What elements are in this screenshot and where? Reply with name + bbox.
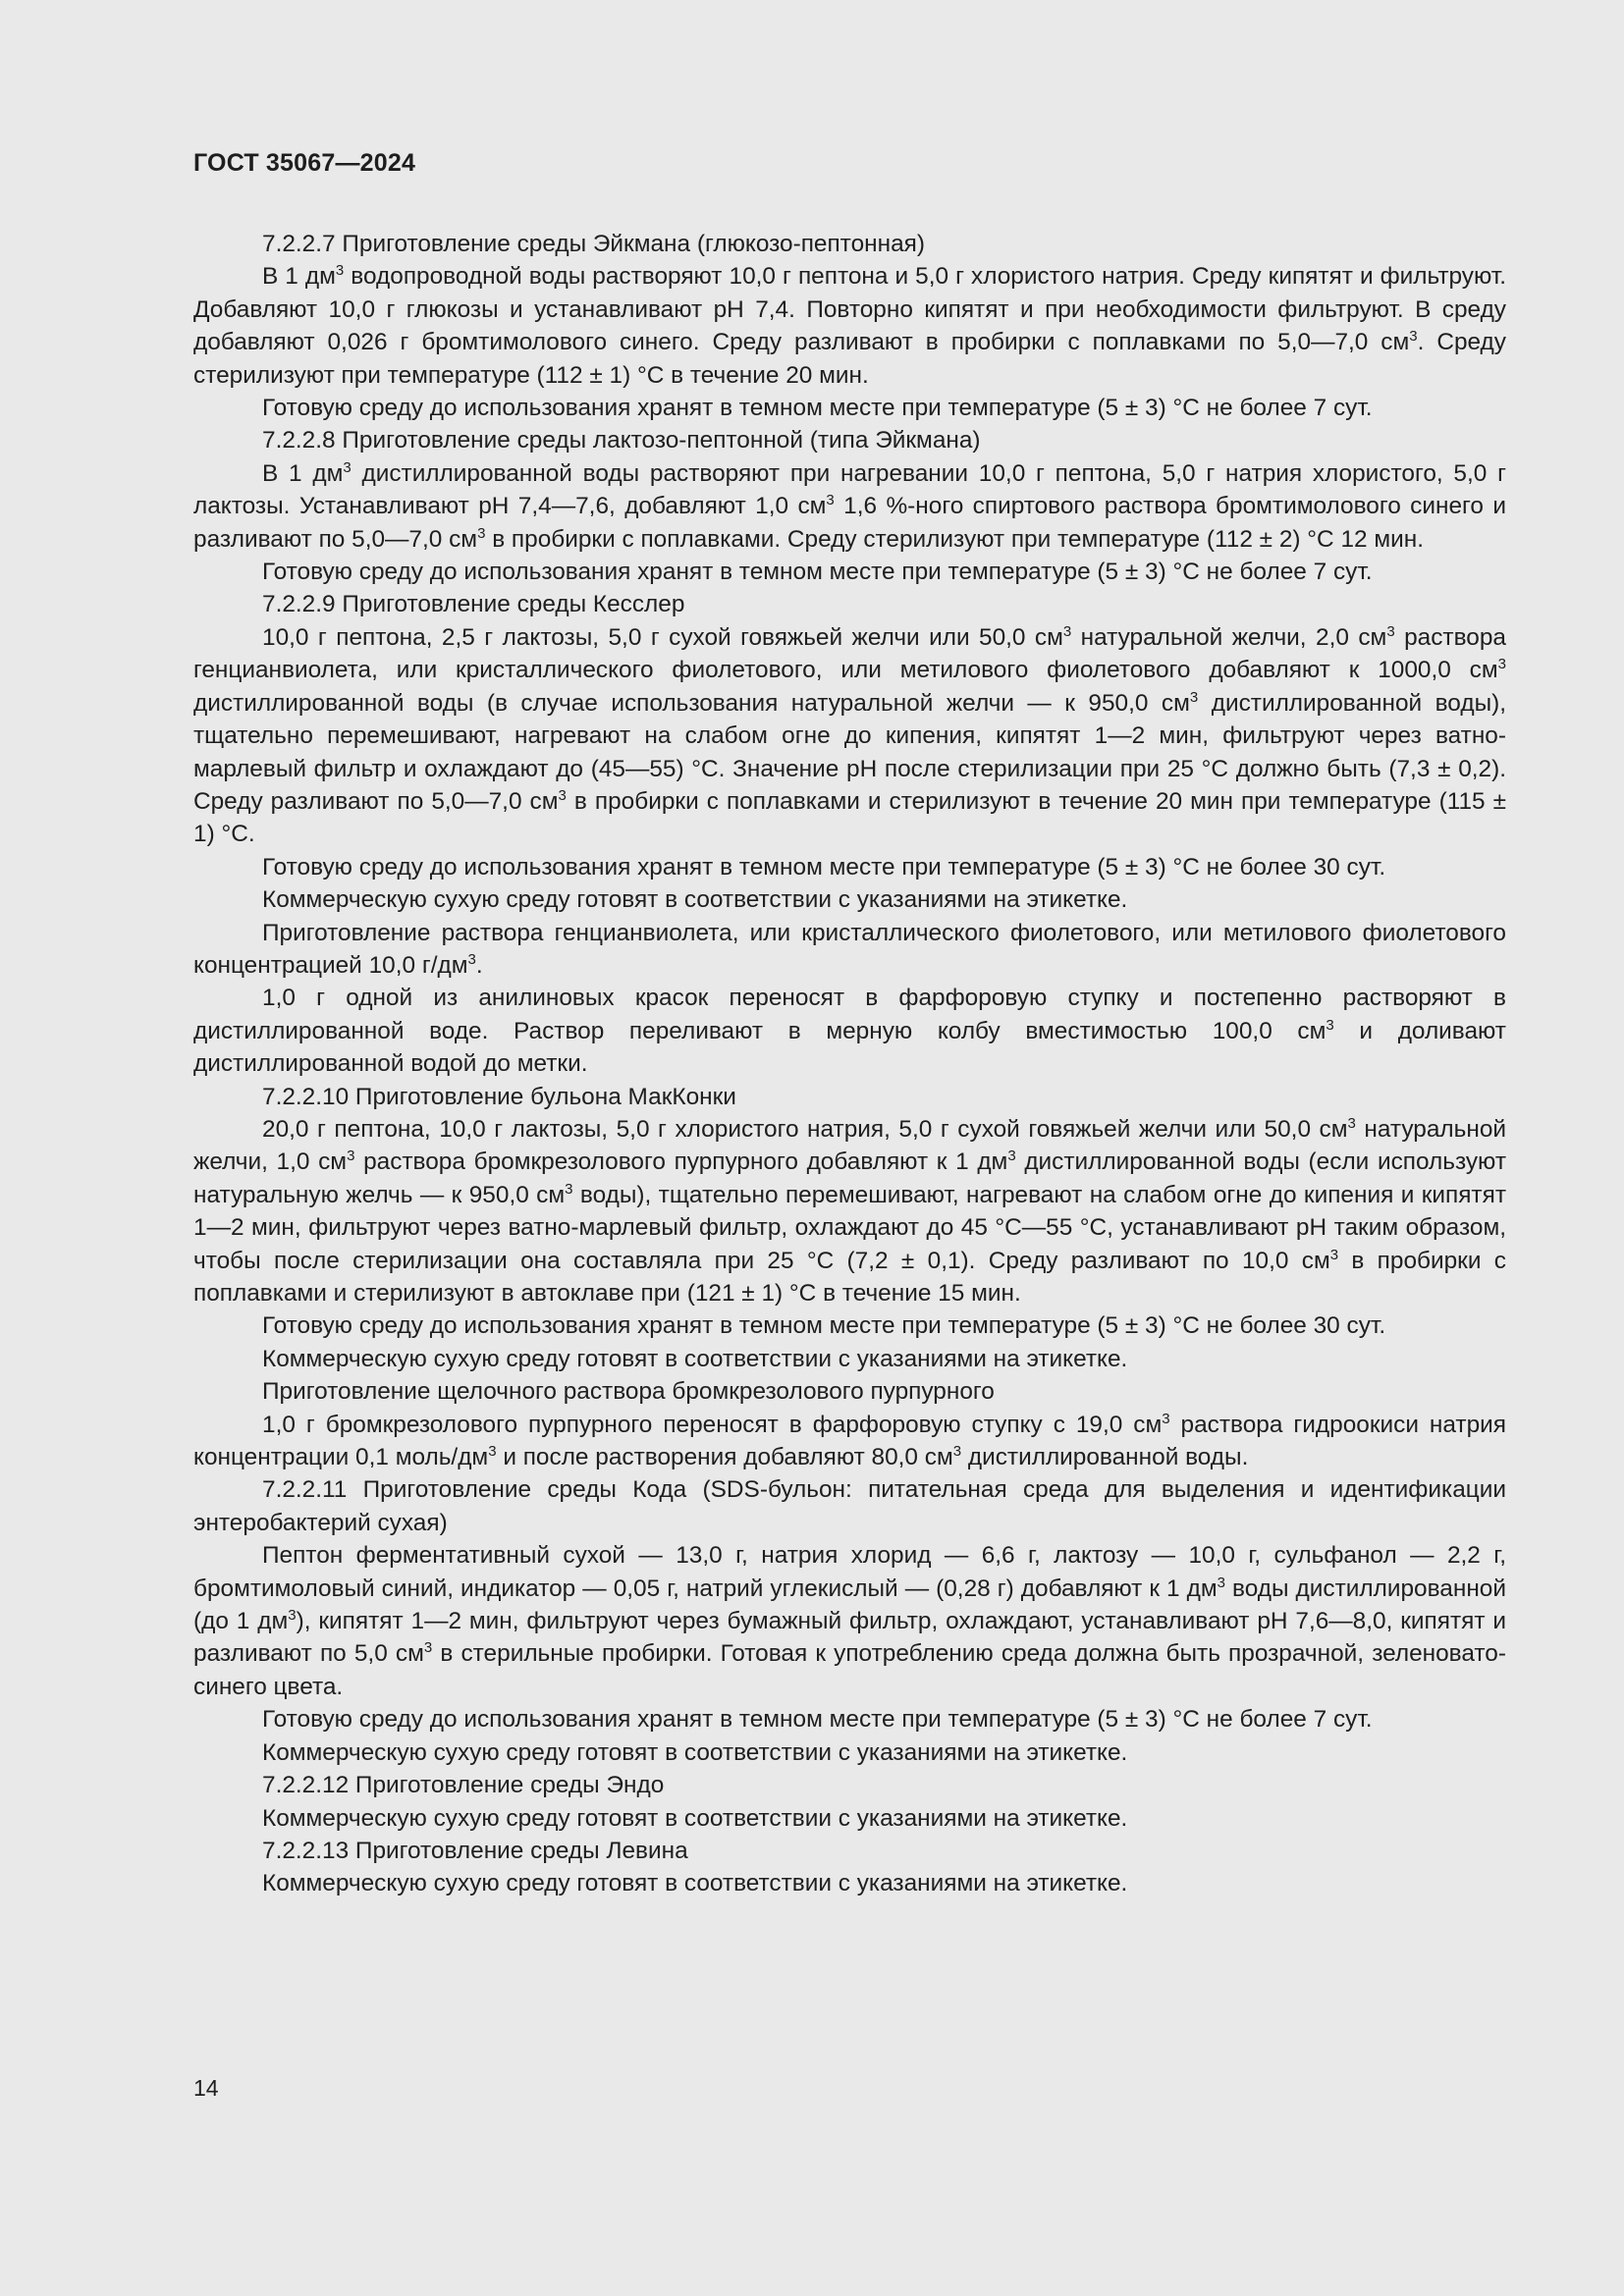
text-run: Готовую среду до использования хранят в темном месте при температуре (5 ± 3) °С не более 30 сут. (262, 853, 1386, 881)
superscript: 3 (477, 524, 486, 542)
paragraph (193, 424, 1506, 456)
text-run: 7.2.2.9 Приготовление среды Кесслер (262, 591, 685, 618)
paragraph (193, 1409, 1506, 1474)
superscript: 3 (1497, 656, 1506, 673)
paragraph (193, 621, 1506, 851)
text-run: 7.2.2.12 Приготовление среды Эндо (262, 1772, 665, 1799)
superscript: 3 (1347, 1114, 1356, 1132)
paragraph (193, 1309, 1506, 1342)
paragraph (193, 556, 1506, 588)
superscript: 3 (565, 1180, 573, 1198)
text-run: дистиллированной воды), тщательно перемешивают, нагревают на слабом огне до кипения, кипятят 1—2 мин, фильтруют через ватно-марлевый фильтр и охлаждают до (45—55) °С. Значение рН после стерилизации при 25 °С должно быть (7,3 ± 0,2). Среду разливают по 5,0—7,0 см (193, 689, 1506, 815)
text-run: ), кипятят 1—2 мин, фильтруют через бумажный фильтр, охлаждают, устанавливают рН 7,6—8,0, кипятят и разливают по 5,0 см (193, 1608, 1507, 1668)
text-run: натуральной желчи, 1,0 см (193, 1115, 1507, 1176)
text-run: в стерильные пробирки. Готовая к употреблению среда должна быть прозрачной, зеленовато-синего цвета. (193, 1640, 1506, 1700)
paragraph (193, 260, 1506, 392)
text-run: 10,0 г пептона, 2,5 г лактозы, 5,0 г сухой говяжьей желчи или 50,0 см (262, 623, 1063, 651)
text-run: и доливают дистиллированной водой до метки. (193, 1017, 1506, 1078)
superscript: 3 (488, 1443, 497, 1461)
paragraph (193, 1375, 1506, 1408)
text-run: Приготовление раствора генцианвиолета, или кристаллического фиолетового, или метилового фиолетового концентрацией 10,0 г/дм (193, 919, 1506, 979)
superscript: 3 (1386, 622, 1395, 640)
paragraph (193, 1835, 1506, 1867)
text-run: . (475, 951, 483, 979)
text-run: 7.2.2.8 Приготовление среды лактозо-пептонной (типа Эйкмана) (262, 427, 981, 454)
superscript: 3 (1007, 1148, 1016, 1165)
text-run: Коммерческую сухую среду готовят в соответствии с указаниями на этикетке. (262, 1345, 1128, 1372)
text-run: 1,6 %-ного спиртового раствора бромтимолового синего и разливают по 5,0—7,0 см (193, 493, 1506, 553)
text-run: дистиллированной воды (если используют натуральную желчь — к 950,0 см (193, 1148, 1506, 1208)
superscript: 3 (1329, 1246, 1339, 1263)
superscript: 3 (347, 1148, 355, 1165)
text-run: и после растворения добавляют 80,0 см (496, 1444, 953, 1471)
paragraph (193, 982, 1506, 1080)
paragraph (193, 1539, 1506, 1703)
text-run: Коммерческую сухую среду готовят в соответствии с указаниями на этикетке. (262, 886, 1128, 914)
text-run: Коммерческую сухую среду готовят в соответствии с указаниями на этикетке. (262, 1870, 1128, 1897)
superscript: 3 (558, 786, 567, 804)
text-run: В 1 дм (262, 459, 344, 487)
document-header: ГОСТ 35067—2024 (193, 149, 416, 177)
paragraph (193, 1867, 1506, 1899)
text-run: Готовую среду до использования хранят в темном месте при температуре (5 ± 3) °С не более 7 сут. (262, 559, 1373, 586)
paragraph (193, 1736, 1506, 1769)
text-run: натуральной желчи, 2,0 см (1071, 623, 1387, 651)
paragraph (193, 851, 1506, 883)
text-run: водопроводной воды растворяют 10,0 г пептона и 5,0 г хлористого натрия. Среду кипятят и фильтруют. Добавляют 10,0 г глюкозы и устанавливают рН 7,4. Повторно кипятят и при необходимости фильтруют. В среду добавляют 0,026 г бромтимолового синего. Среду разливают в пробирки с поплавками по 5,0—7,0 см (193, 263, 1506, 356)
text-run: раствора гидроокиси натрия концентрации 0,1 моль/дм (193, 1411, 1506, 1471)
text-run: воды), тщательно перемешивают, нагревают на слабом огне до кипения и кипятят 1—2 мин, фильтруют через ватно-марлевый фильтр, охлаждают до 45 °С—55 °С, устанавливают рН таким образом, чтобы после стерилизации она составляла при 25 °С (7,2 ± 0,1). Среду разливают по 10,0 см (193, 1181, 1506, 1274)
text-run: Готовую среду до использования хранят в темном месте при температуре (5 ± 3) °С не более 30 сут. (262, 1312, 1386, 1340)
text-run: воды дистиллированной (до 1 дм (193, 1575, 1506, 1635)
text-run: 1,0 г бромкрезолового пурпурного переносят в фарфоровую ступку с 19,0 см (262, 1411, 1163, 1438)
text-run: В 1 дм (262, 263, 336, 291)
superscript: 3 (826, 492, 835, 509)
superscript: 3 (288, 1607, 297, 1625)
text-run: в пробирки с поплавками и стерилизуют в течение 20 мин при температуре (115 ± 1) °С. (193, 787, 1506, 848)
text-run: Коммерческую сухую среду готовят в соответствии с указаниями на этикетке. (262, 1804, 1128, 1832)
paragraph (193, 1081, 1506, 1113)
document-body (193, 228, 1506, 1900)
text-run: . Среду стерилизуют при температуре (112 ± 1) °С в течение 20 мин. (193, 329, 1506, 389)
superscript: 3 (1162, 1410, 1170, 1427)
paragraph (193, 1473, 1506, 1539)
paragraph (193, 392, 1506, 424)
paragraph (193, 1703, 1506, 1735)
paragraph (193, 588, 1506, 620)
paragraph (193, 1769, 1506, 1801)
paragraph (193, 228, 1506, 260)
text-run: 7.2.2.7 Приготовление среды Эйкмана (глюкозо-пептонная) (262, 231, 925, 257)
text-run: Готовую среду до использования хранят в темном месте при температуре (5 ± 3) °С не более 7 сут. (262, 395, 1373, 422)
superscript: 3 (1409, 328, 1418, 346)
paragraph (193, 917, 1506, 983)
text-run: 7.2.2.10 Приготовление бульона МакКонки (262, 1083, 736, 1110)
superscript: 3 (952, 1443, 962, 1461)
text-run: 20,0 г пептона, 10,0 г лактозы, 5,0 г хлористого натрия, 5,0 г сухой говяжьей желчи или 50,0 см (262, 1115, 1348, 1143)
superscript: 3 (343, 458, 352, 476)
text-run: 7.2.2.11 Приготовление среды Кода (SDS-бульон: питательная среда для выделения и идентификации энтеробактерий сухая) (193, 1476, 1506, 1536)
text-run: 1,0 г одной из анилиновых красок переносят в фарфоровую ступку и постепенно растворяют в дистиллированной воде. Раствор переливают в мерную колбу вместимостью 100,0 см (193, 985, 1506, 1044)
superscript: 3 (467, 950, 476, 968)
text-run: раствора бромкрезолового пурпурного добавляют к 1 дм (354, 1148, 1008, 1176)
text-run: Коммерческую сухую среду готовят в соответствии с указаниями на этикетке. (262, 1738, 1128, 1766)
paragraph (193, 883, 1506, 916)
superscript: 3 (1062, 622, 1072, 640)
page-number: 14 (193, 2075, 219, 2101)
paragraph (193, 1802, 1506, 1835)
superscript: 3 (1217, 1574, 1226, 1591)
text-run: в пробирки с поплавками. Среду стерилизуют при температуре (112 ± 2) °С 12 мин. (485, 525, 1424, 553)
paragraph (193, 457, 1506, 556)
superscript: 3 (1326, 1016, 1334, 1034)
superscript: 3 (423, 1639, 433, 1657)
text-run: 7.2.2.13 Приготовление среды Левина (262, 1837, 688, 1864)
text-run: раствора генцианвиолета, или кристаллического фиолетового, или метилового фиолетового добавляют к 1000,0 см (193, 623, 1506, 684)
superscript: 3 (335, 262, 345, 280)
text-run: дистиллированной воды растворяют при нагревании 10,0 г пептона, 5,0 г натрия хлористого, 5,0 г лактозы. Устанавливают рН 7,4—7,6, добавляют 1,0 см (193, 459, 1506, 520)
text-run: Готовую среду до использования хранят в темном месте при температуре (5 ± 3) °С не более 7 сут. (262, 1706, 1373, 1734)
text-run: Приготовление щелочного раствора бромкрезолового пурпурного (262, 1378, 995, 1406)
text-run: дистиллированной воды (в случае использования натуральной желчи — к 950,0 см (193, 689, 1190, 717)
superscript: 3 (1189, 688, 1199, 706)
paragraph (193, 1343, 1506, 1375)
text-run: дистиллированной воды. (961, 1444, 1249, 1471)
paragraph (193, 1113, 1506, 1309)
text-run: Пептон ферментативный сухой — 13,0 г, натрия хлорид — 6,6 г, лактозу — 10,0 г, сульфанол — 2,2 г, бромтимоловый синий, индикатор — 0,05 г, натрий углекислый — (0,28 г) добавляют к 1 дм (193, 1542, 1506, 1602)
text-run: в пробирки с поплавками и стерилизуют в автоклаве при (121 ± 1) °С в течение 15 мин. (193, 1247, 1506, 1307)
